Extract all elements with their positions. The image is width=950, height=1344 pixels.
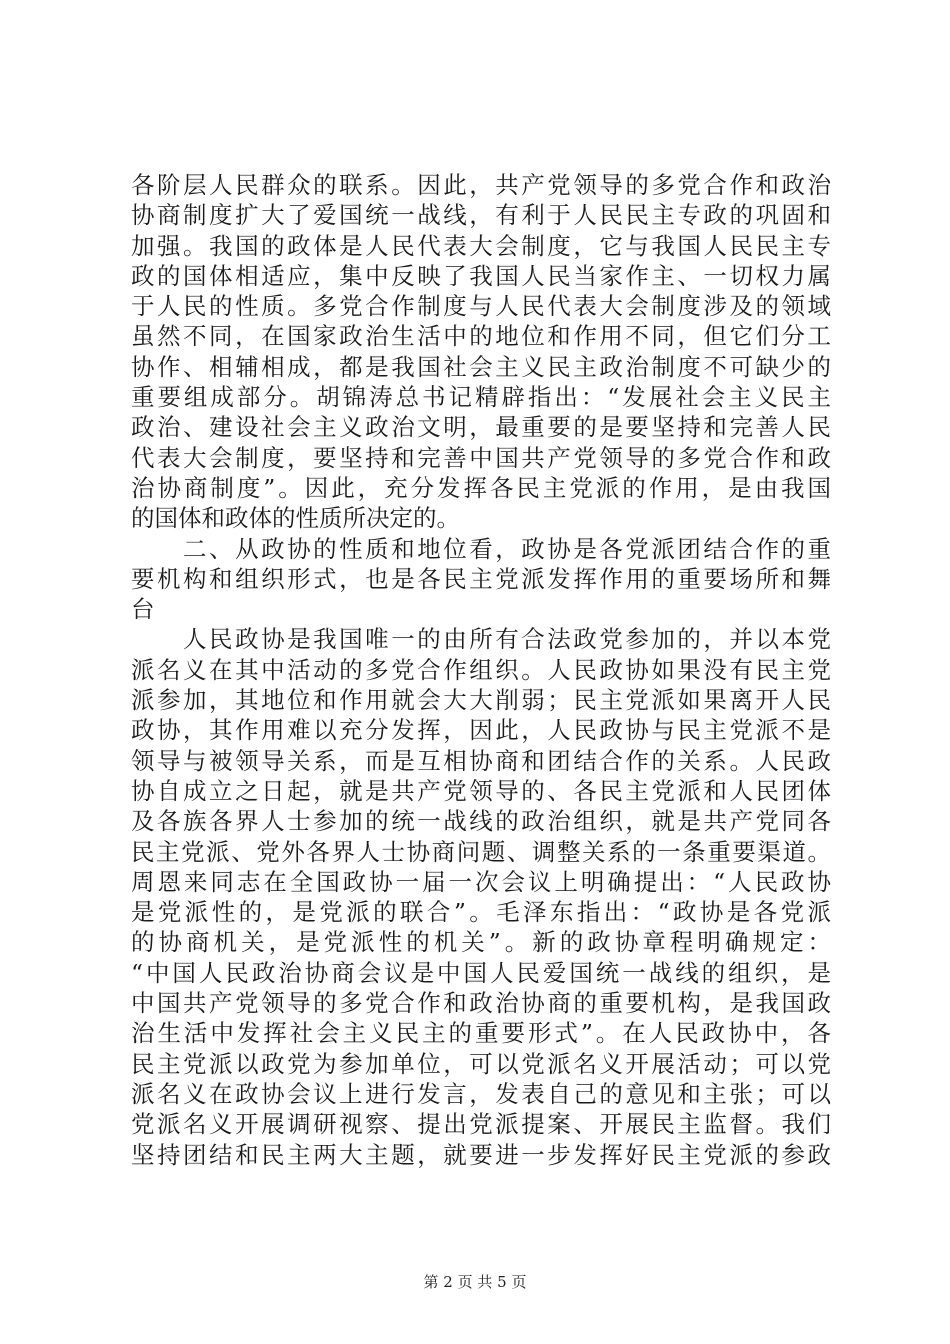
- text-line: 于人民的性质。多党合作制度与人民代表大会制度涉及的领域: [131, 292, 831, 321]
- text-line: 坚持团结和民主两大主题，就要进一步发挥好民主党派的参政: [131, 1140, 831, 1169]
- text-line: 派名义在政协会议上进行发言，发表自己的意见和主张；可以: [131, 1079, 831, 1108]
- text-line: 及各族各界人士参加的统一战线的政治组织，就是共产党同各: [131, 807, 831, 836]
- text-line: 周恩来同志在全国政协一届一次会议上明确提出：“人民政协: [131, 867, 831, 896]
- text-line: 领导与被领导关系，而是互相协商和团结合作的关系。人民政: [131, 746, 831, 775]
- text-line: 民主党派、党外各界人士协商问题、调整关系的一条重要渠道。: [131, 837, 831, 866]
- text-line: 协作、相辅相成，都是我国社会主义民主政治制度不可缺少的: [131, 352, 831, 381]
- section-heading-line: 二、从政协的性质和地位看，政协是各党派团结合作的重: [131, 534, 831, 563]
- text-line: 协商制度扩大了爱国统一战线，有利于人民民主专政的巩固和: [131, 201, 831, 230]
- text-line: 派参加，其地位和作用就会大大削弱；民主党派如果离开人民: [131, 686, 831, 715]
- text-line: 政治、建设社会主义政治文明，最重要的是要坚持和完善人民: [131, 413, 831, 442]
- text-line: 加强。我国的政体是人民代表大会制度，它与我国人民民主专: [131, 231, 831, 260]
- text-line: 民主党派以政党为参加单位，可以党派名义开展活动；可以党: [131, 1049, 831, 1078]
- text-line: 人民政协是我国唯一的由所有合法政党参加的，并以本党: [131, 625, 831, 654]
- text-line: 政的国体相适应，集中反映了我国人民当家作主、一切权力属: [131, 261, 831, 290]
- text-line: 虽然不同，在国家政治生活中的地位和作用不同，但它们分工: [131, 322, 831, 351]
- page-number-footer: 第 2 页 共 5 页: [423, 1273, 527, 1291]
- text-line: “中国人民政治协商会议是中国人民爱国统一战线的组织，是: [131, 958, 831, 987]
- section-heading-line: 台: [131, 595, 155, 624]
- text-line: 代表大会制度，要坚持和完善中国共产党领导的多党合作和政: [131, 443, 831, 472]
- text-line: 治协商制度”。因此，充分发挥各民主党派的作用，是由我国: [131, 473, 831, 502]
- text-line: 中国共产党领导的多党合作和政治协商的重要机构，是我国政: [131, 989, 831, 1018]
- text-line: 协自成立之日起，就是共产党领导的、各民主党派和人民团体: [131, 776, 831, 805]
- document-body: [131, 170, 831, 1170]
- text-line: 是党派性的，是党派的联合”。毛泽东指出：“政协是各党派: [131, 898, 831, 927]
- text-line: 派名义在其中活动的多党合作组织。人民政协如果没有民主党: [131, 655, 831, 684]
- text-line: 的国体和政体的性质所决定的。: [131, 504, 460, 533]
- text-line: 各阶层人民群众的联系。因此，共产党领导的多党合作和政治: [131, 171, 831, 199]
- text-line: 重要组成部分。胡锦涛总书记精辟指出：“发展社会主义民主: [131, 383, 831, 412]
- text-line: 治生活中发挥社会主义民主的重要形式”。在人民政协中，各: [131, 1019, 831, 1048]
- text-line: 党派名义开展调研视察、提出党派提案、开展民主监督。我们: [131, 1110, 831, 1139]
- text-line: 政协，其作用难以充分发挥，因此，人民政协与民主党派不是: [131, 716, 831, 745]
- text-line: 的协商机关，是党派性的机关”。新的政协章程明确规定：: [131, 928, 831, 957]
- section-heading-line: 要机构和组织形式，也是各民主党派发挥作用的重要场所和舞: [131, 564, 831, 593]
